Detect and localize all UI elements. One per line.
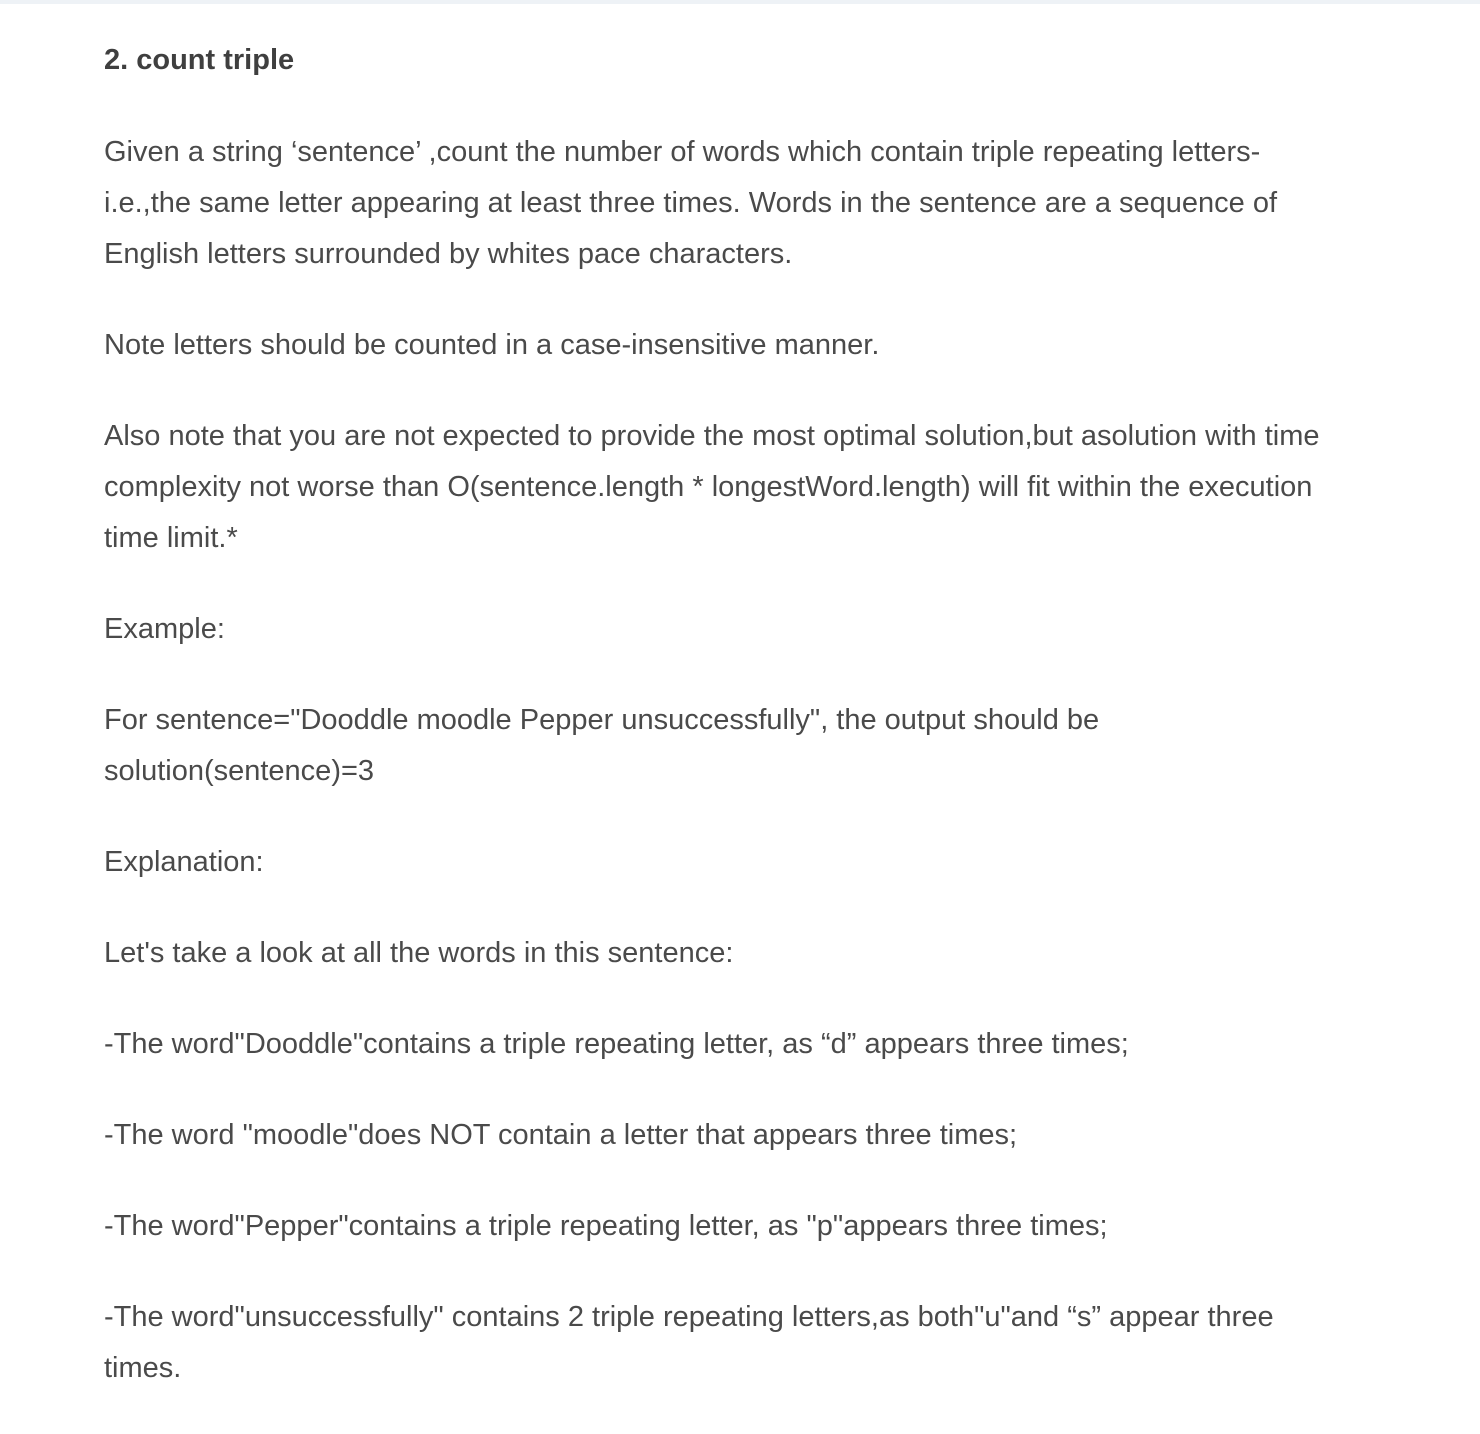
- problem-title: 2. count triple: [104, 44, 295, 76]
- description-line: Given a string ‘sentence’ ,count the number of words which contain triple repeating letters-: [104, 136, 1261, 168]
- complexity-note: [104, 411, 1404, 564]
- description-line: English letters surrounded by whites pace characters.: [104, 238, 793, 270]
- top-divider: [0, 0, 1480, 4]
- complexity-line: Also note that you are not expected to provide the most optimal solution,but asolution with time: [104, 420, 1320, 452]
- example-heading: Example:: [104, 613, 225, 645]
- problem-statement: [104, 38, 1404, 1394]
- explanation-item: -The word "moodle"does NOT contain a letter that appears three times;: [104, 1119, 1018, 1151]
- example-line: For sentence="Dooddle moodle Pepper unsuccessfully", the output should be: [104, 704, 1100, 736]
- explanation-item: -The word"Dooddle"contains a triple repeating letter, as “d” appears three times;: [104, 1028, 1129, 1060]
- case-insensitive-note: Note letters should be counted in a case-insensitive manner.: [104, 329, 880, 361]
- explanation-heading: Explanation:: [104, 846, 264, 878]
- explanation-intro: Let's take a look at all the words in this sentence:: [104, 937, 734, 969]
- explanation-item: [104, 1292, 1404, 1394]
- complexity-line: complexity not worse than O(sentence.length * longestWord.length) will fit within the execution: [104, 471, 1313, 503]
- explanation-item-line: -The word"unsuccessfully" contains 2 triple repeating letters,as both"u"and “s” appear three: [104, 1301, 1274, 1333]
- explanation-item-line: times.: [104, 1352, 182, 1384]
- problem-description: [104, 127, 1404, 280]
- example-block: [104, 695, 1404, 797]
- complexity-line: time limit.*: [104, 522, 238, 554]
- description-line: i.e.,the same letter appearing at least three times. Words in the sentence are a sequence of: [104, 187, 1278, 219]
- example-line: solution(sentence)=3: [104, 755, 375, 787]
- explanation-item: -The word"Pepper"contains a triple repeating letter, as "p"appears three times;: [104, 1210, 1108, 1242]
